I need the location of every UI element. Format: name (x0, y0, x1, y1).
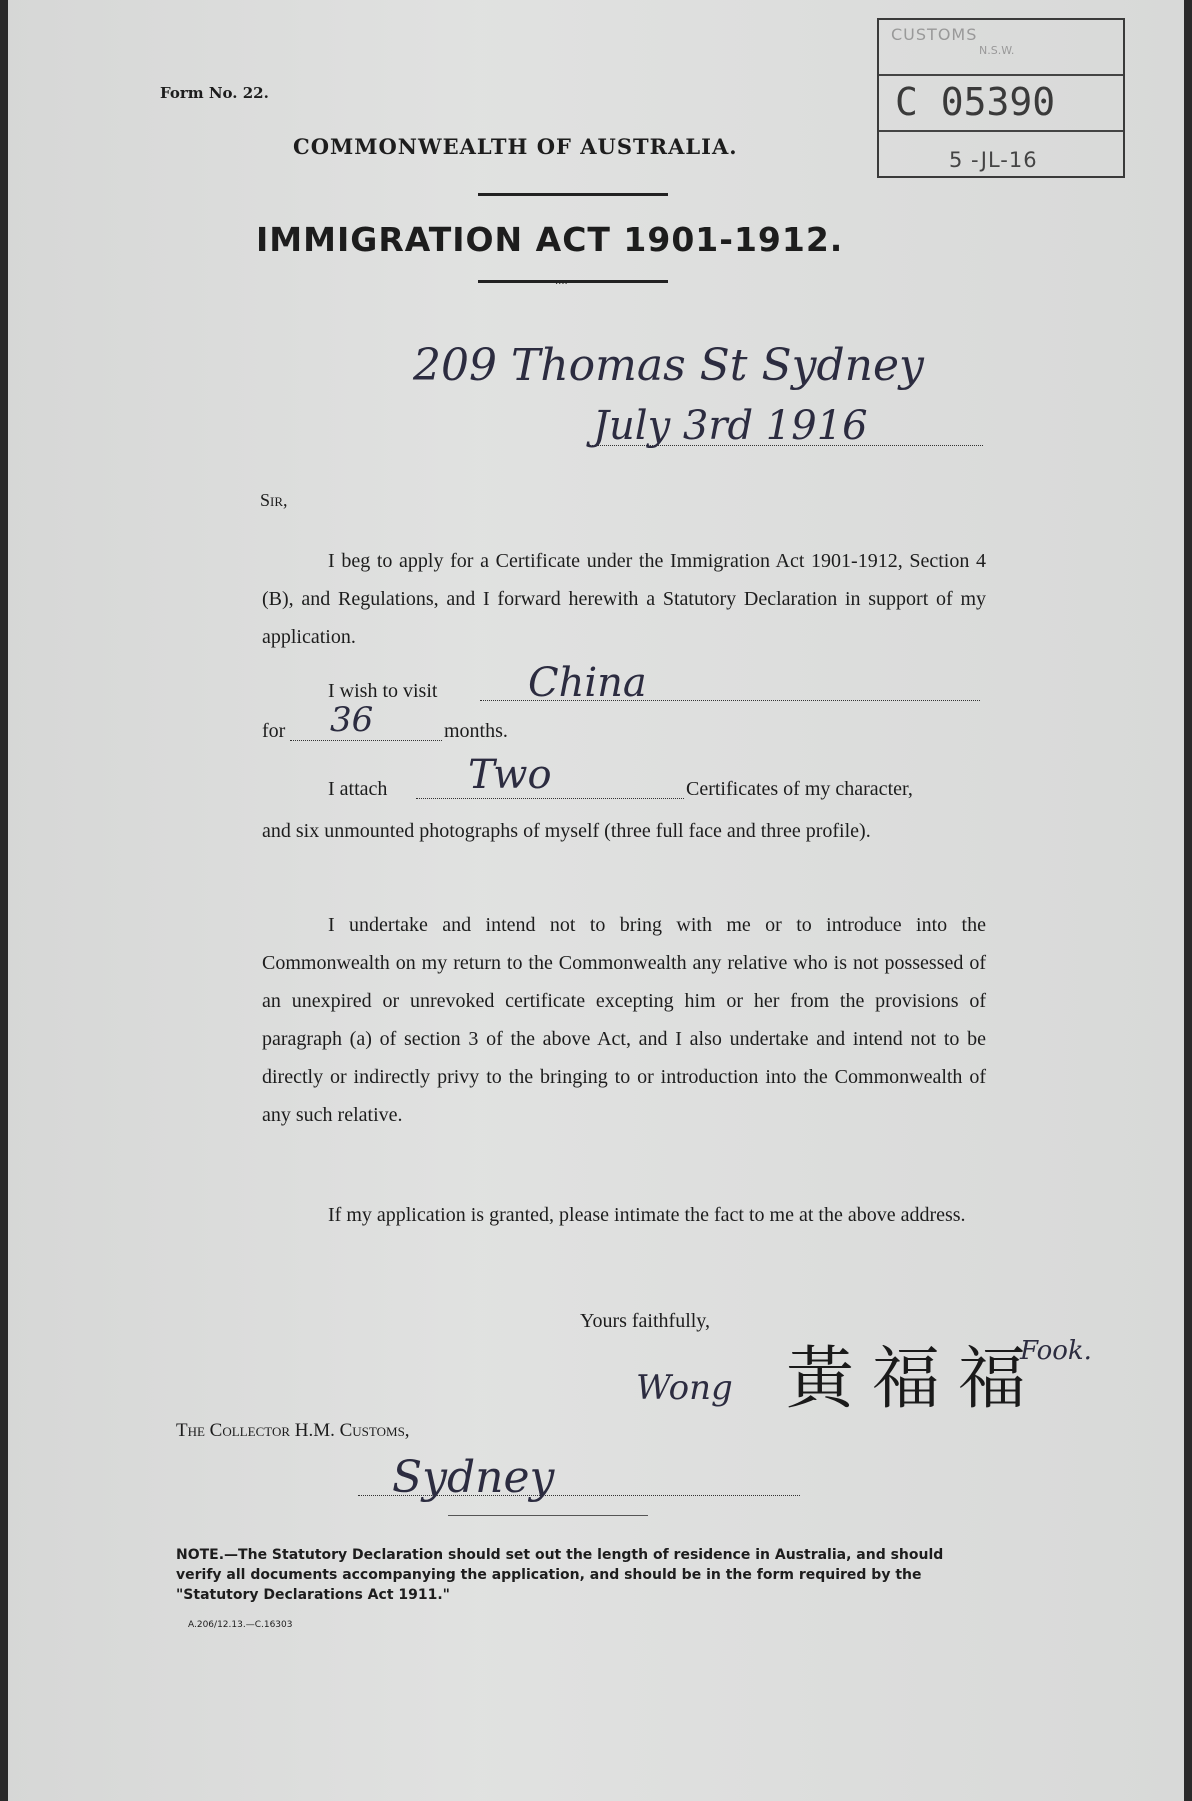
months-dotted-line (290, 740, 442, 741)
heading-dots: .... (555, 276, 568, 287)
customs-stamp (877, 18, 1125, 178)
signature-wong: Wong (636, 1368, 733, 1408)
stamp-nsw-text: N.S.W. (979, 44, 1015, 57)
closing: Yours faithfully, (580, 1310, 711, 1332)
handwritten-destination: China (528, 660, 647, 706)
handwritten-collector-city: Sydney (392, 1452, 555, 1503)
city-underline-flourish (448, 1515, 648, 1518)
attach-label: I attach (328, 778, 388, 800)
stamp-customs-text: CUSTOMS (891, 25, 978, 44)
attach-certificates-text: Certificates of my character, (686, 778, 913, 800)
act-title: IMMIGRATION ACT 1901-1912. (256, 220, 844, 259)
paragraph-apply-text: I beg to apply for a Certificate under the Immigration Act 1901-1912, Section 4 (B), and Regulations, and I forward herewith a Statutory Declaration in support of my application. (262, 550, 986, 648)
footer-note: NOTE.—The Statutory Declaration should set out the length of residence in Australia, and should verify all documents accompanying the application, and should be in the form required by the "Statutory Declarations Act 1911." (176, 1547, 944, 1603)
handwritten-date: July 3rd 1916 (593, 403, 868, 449)
heading-rule-bottom (478, 280, 668, 283)
paragraph-photographs-text: and six unmounted photographs of myself (three full face and three profile). (262, 820, 871, 842)
stamp-divider-2 (879, 130, 1123, 132)
signature-chinese: 黃福福 (786, 1340, 1045, 1419)
salutation: Sir, (260, 490, 288, 510)
document-page (8, 0, 1184, 1801)
paragraph-granted (262, 1196, 986, 1234)
heading-rule-top (478, 193, 668, 196)
paragraph-undertake-text: I undertake and intend not to bring with me or to introduce into the Commonwealth on my return to the Commonwealth any relative who is not possessed of an unexpired or unrevoked certificate excepting him or her from the provisions of paragraph (a) of section 3 of the above Act, and I also undertake and intend not to be directly or indirectly privy to the bringing to or introduction into the Commonwealth of any such relative. (262, 914, 986, 1126)
form-number: Form No. 22. (160, 84, 269, 102)
print-code: A.206/12.13.—C.16303 (188, 1620, 293, 1630)
collector-address: The Collector H.M. Customs, (176, 1420, 410, 1441)
paragraph-photographs (262, 812, 986, 850)
commonwealth-heading: COMMONWEALTH OF AUSTRALIA. (293, 134, 738, 159)
visit-label: I wish to visit (328, 680, 438, 702)
stamp-divider-1 (879, 74, 1123, 76)
paragraph-granted-text: If my application is granted, please intimate the fact to me at the above address. (328, 1204, 966, 1226)
months-label: months. (444, 720, 508, 742)
stamp-date: 5 -JL-16 (949, 148, 1038, 172)
paragraph-apply (262, 542, 986, 656)
stamp-number: C 05390 (895, 80, 1056, 124)
handwritten-months: 36 (330, 700, 374, 740)
handwritten-certificates: Two (468, 752, 552, 798)
attach-dotted-line (416, 798, 684, 799)
for-label: for (262, 720, 286, 742)
signature-fook: Fook. (1020, 1336, 1092, 1366)
handwritten-address: 209 Thomas St Sydney (413, 340, 924, 391)
paragraph-undertake (262, 906, 986, 1134)
